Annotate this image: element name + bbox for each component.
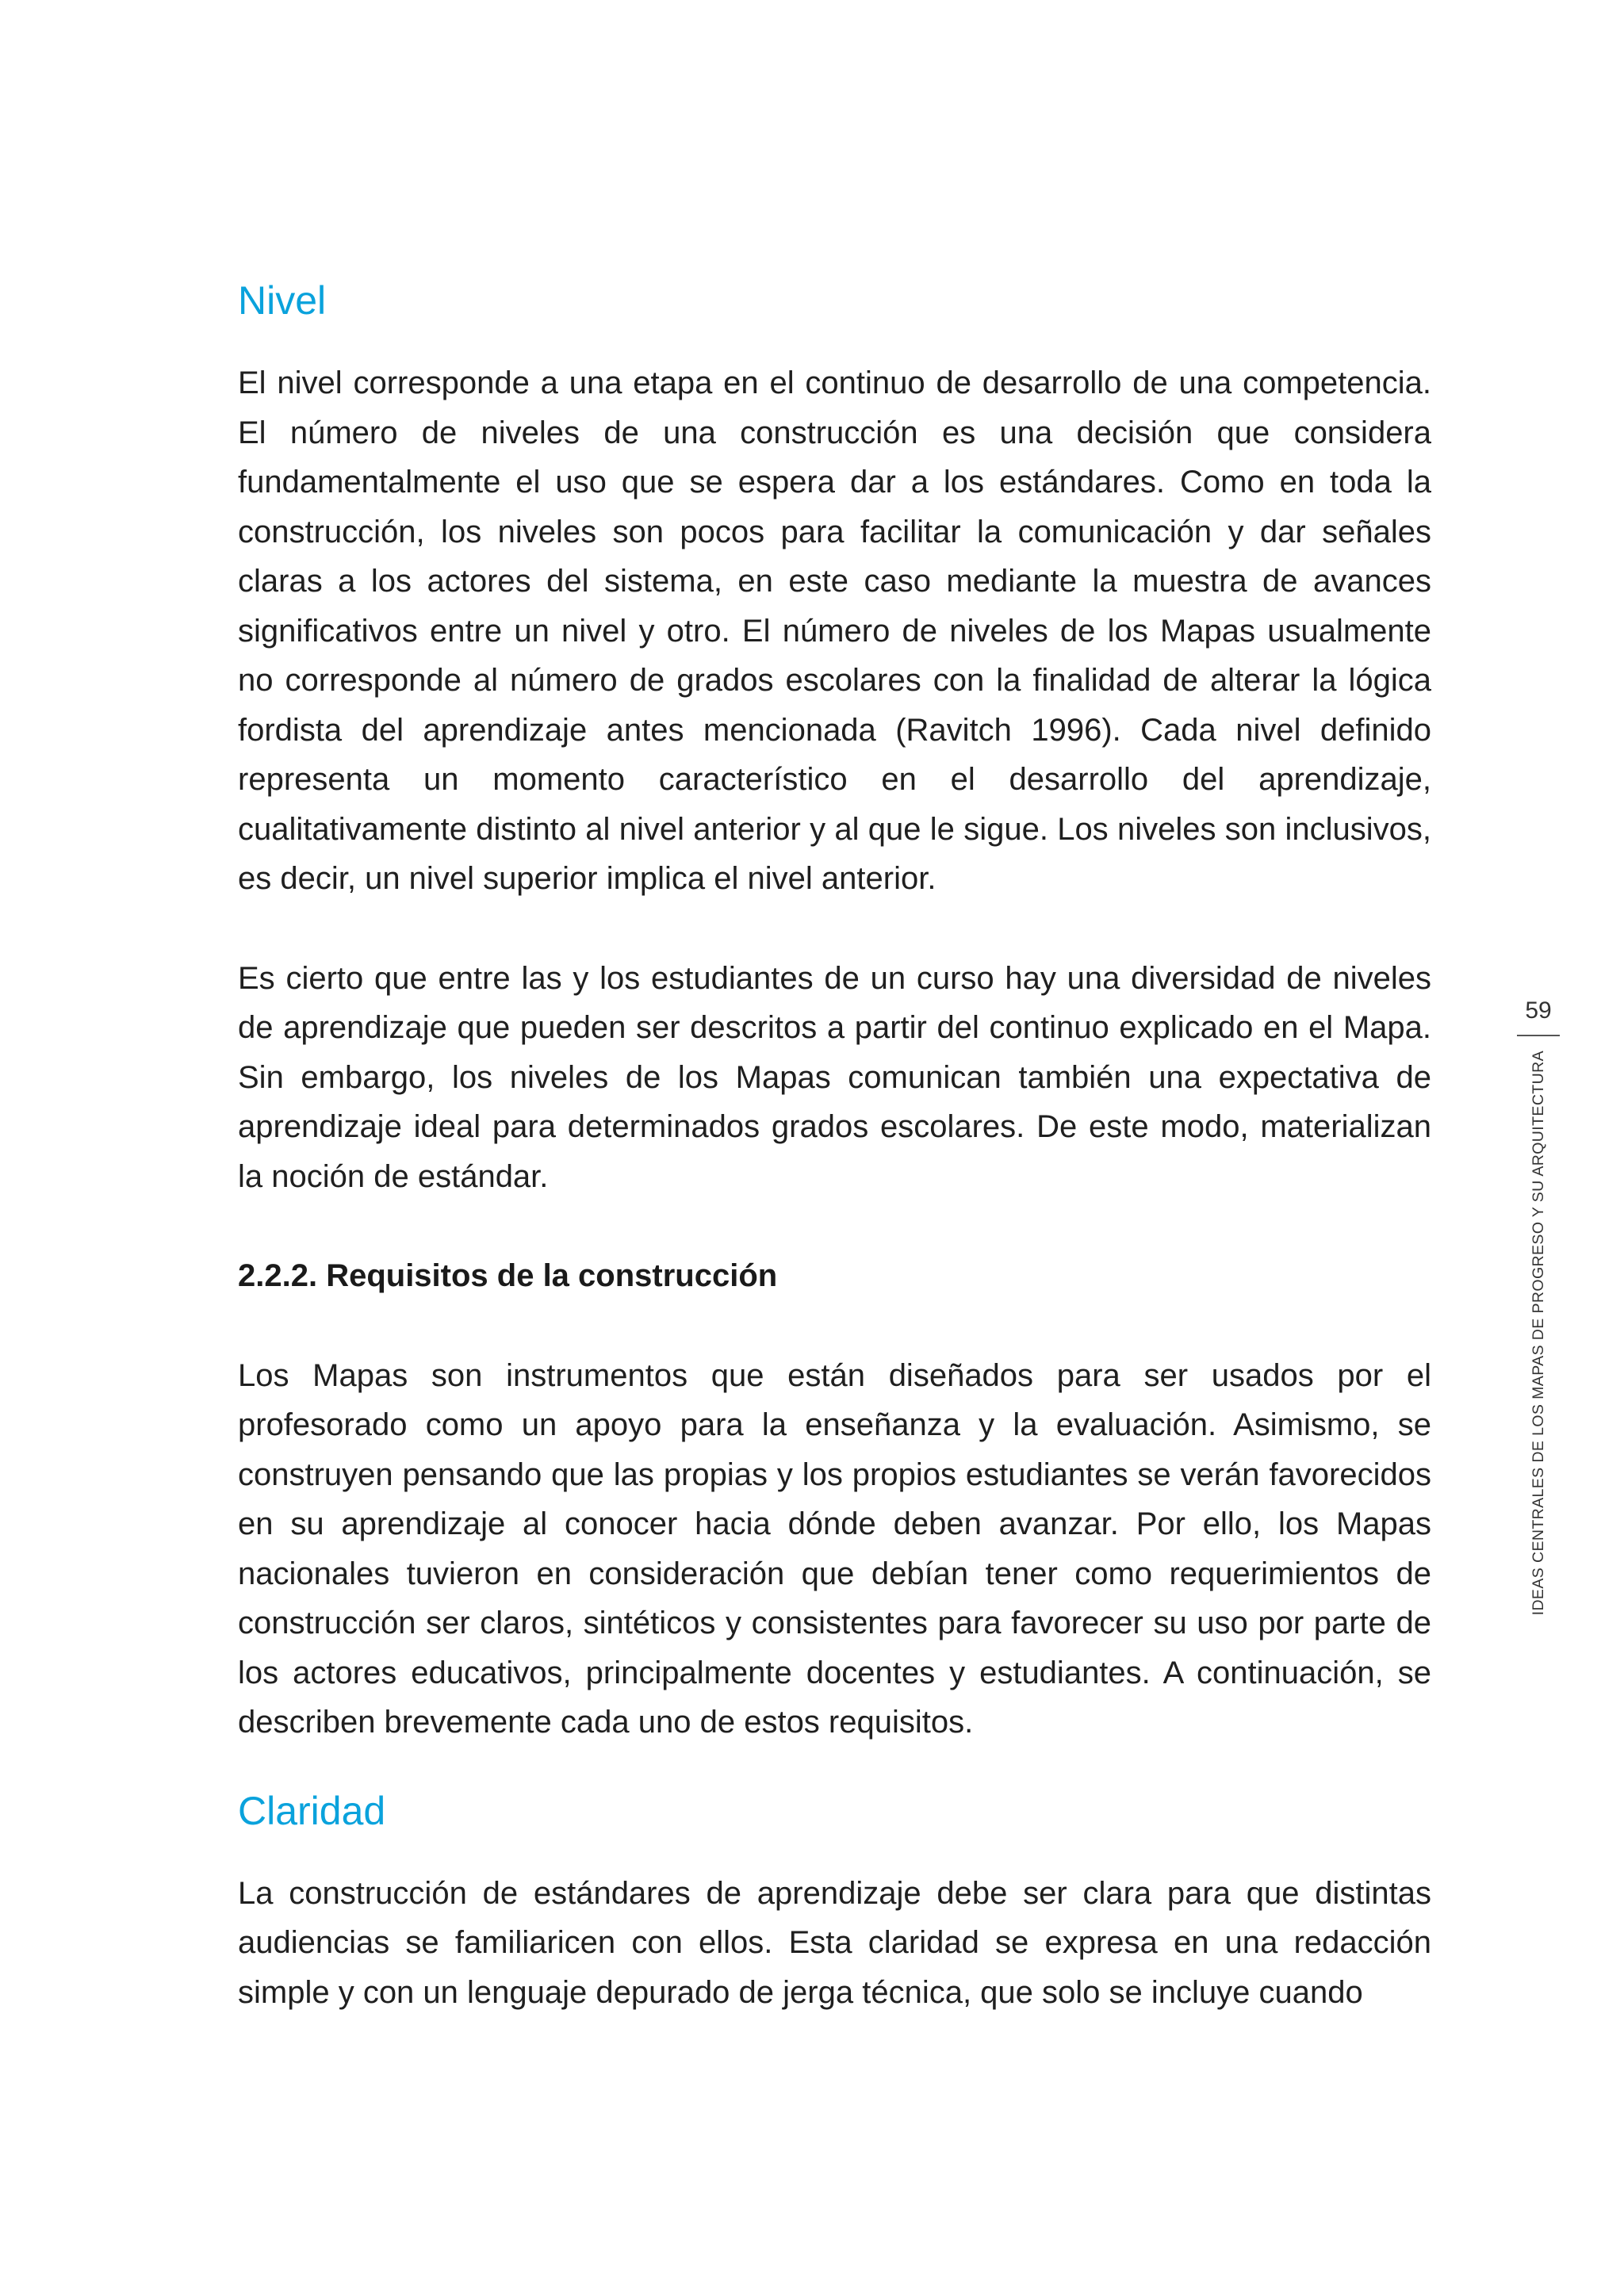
paragraph-requisitos: Los Mapas son instrumentos que están diseñados para ser usados por el profesorado como un apoyo para la enseñanza y la evaluación. Asimismo, se construyen pensando que las propias y los propios estudiantes se verán favorecidos en su aprendizaje al conocer hacia dónde deben avanzar. Por ello, los Mapas nacionales tuvieron en consideración que debían tener como requerimientos de construcción ser claros, sintéticos y consistentes para favorecer su uso por parte de los actores educativos, principalmente docentes y estudiantes. A continuación, se describen brevemente cada uno de estos requisitos. (238, 1357, 1431, 1740)
page-number-divider (1517, 1035, 1560, 1036)
paragraph-claridad: La construcción de estándares de aprendizaje debe ser clara para que distintas audiencias se familiaricen con ellos. Esta claridad se expresa en una redacción simple y con un lenguaje depurado de jerga técnica, que solo se incluye cuando (238, 1875, 1431, 2010)
main-content (238, 273, 1431, 2017)
running-title: IDEAS CENTRALES DE LOS MAPAS DE PROGRESO Y SU ARQUITECTURA (1530, 1051, 1547, 1616)
paragraph-nivel-2: Es cierto que entre las y los estudiantes de un curso hay una diversidad de niveles de aprendizaje que pueden ser descritos a partir del continuo explicado en el Mapa. Sin embargo, los niveles de los Mapas comunican también una expectativa de aprendizaje ideal para determinados grados escolares. De este modo, materializan la noción de estándar. (238, 960, 1431, 1194)
section-heading-nivel: Nivel (238, 278, 327, 323)
paragraph-nivel-1: El nivel corresponde a una etapa en el continuo de desarrollo de una competencia. El número de niveles de una construcción es una decisión que considera fundamentalmente el uso que se espera dar a los estándares. Como en toda la construcción, los niveles son pocos para facilitar la comunicación y dar señales claras a los actores del sistema, en este caso mediante la muestra de avances significativos entre un nivel y otro. El número de niveles de los Mapas usualmente no corresponde al número de grados escolares con la finalidad de alterar la lógica fordista del aprendizaje antes mencionada (Ravitch 1996). Cada nivel definido representa un momento característico en el desarrollo del aprendizaje, cualitativamente distinto al nivel anterior y al que le sigue. Los niveles son inclusivos, es decir, un nivel superior implica el nivel anterior. (238, 366, 1431, 896)
section-heading-claridad: Claridad (238, 1788, 386, 1833)
running-title-container (1525, 1051, 1552, 1740)
section-heading-requisitos: 2.2.2. Requisitos de la construcción (238, 1258, 778, 1293)
page-number: 59 (1525, 997, 1552, 1024)
